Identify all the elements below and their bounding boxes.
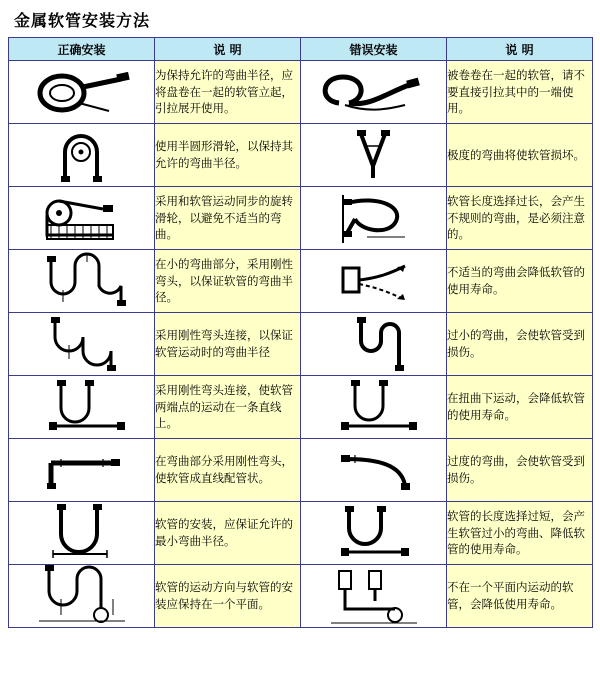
correct-figure-cell <box>9 439 155 502</box>
wrong-figure-cell <box>301 250 447 313</box>
correct-description: 采用刚性弯头连接，使软管两端点的运动在一条直线上。 <box>155 376 301 439</box>
correct-description: 使用半圆形滑轮，以保持其允许的弯曲半径。 <box>155 124 301 187</box>
wrong-description: 不适当的弯曲会降低软管的使用寿命。 <box>447 250 593 313</box>
correct-figure-cell <box>9 61 155 124</box>
straight-line-motion-correct-icon <box>17 378 147 436</box>
correct-description: 为保持允许的弯曲半径，应将盘卷在一起的软管立起，引拉展开使用。 <box>155 61 301 124</box>
wrong-figure-cell <box>301 313 447 376</box>
rigid-elbow-straight-piping-correct-icon <box>17 441 147 499</box>
table-row <box>9 439 593 502</box>
correct-figure-cell <box>9 250 155 313</box>
torsional-motion-wrong-icon <box>309 378 439 436</box>
table-row <box>9 250 593 313</box>
wrong-description: 在扭曲下运动，会降低软管的使用寿命。 <box>447 376 593 439</box>
wrong-figure-cell <box>301 376 447 439</box>
too-long-hose-wrong-icon <box>309 504 439 562</box>
page-title: 金属软管安装方法 <box>14 11 151 30</box>
wrong-figure-cell <box>301 439 447 502</box>
wrong-figure-cell <box>301 61 447 124</box>
too-small-bend-wrong-icon <box>309 315 439 373</box>
installation-methods-table <box>8 37 593 628</box>
correct-figure-cell <box>9 502 155 565</box>
table-row <box>9 124 593 187</box>
correct-figure-cell <box>9 124 155 187</box>
correct-description: 在小的弯曲部分，采用刚性弯头，以保证软管的弯曲半径。 <box>155 250 301 313</box>
wrong-figure-cell <box>301 502 447 565</box>
column-header-wrong: 错误安装 <box>301 38 447 61</box>
wrong-figure-cell <box>301 124 447 187</box>
wrong-figure-cell <box>301 187 447 250</box>
rigid-elbow-small-bend-correct-icon <box>17 252 147 310</box>
wrong-description: 极度的弯曲将使软管损坏。 <box>447 124 593 187</box>
table-body <box>9 61 593 628</box>
wrong-description: 不在一个平面内运动的软管，会降低使用寿命。 <box>447 565 593 628</box>
min-bend-radius-correct-icon <box>17 504 147 562</box>
correct-figure-cell <box>9 187 155 250</box>
long-hose-irregular-bend-wrong-icon <box>309 189 439 247</box>
column-header-wrong-desc: 说 明 <box>447 38 593 61</box>
semicircular-sheave-correct-icon <box>17 126 147 184</box>
correct-figure-cell <box>9 565 155 628</box>
wrong-figure-cell <box>301 565 447 628</box>
table-row <box>9 313 593 376</box>
correct-description: 软管的安装，应保证允许的最小弯曲半径。 <box>155 502 301 565</box>
table-header <box>9 38 593 61</box>
correct-figure-cell <box>9 376 155 439</box>
table-header-row <box>9 38 593 61</box>
wrong-description: 被卷卷在一起的软管，请不要直接引拉其中的一端使用。 <box>447 61 593 124</box>
table-row <box>9 61 593 124</box>
excessive-bend-wrong-icon <box>309 441 439 499</box>
rigid-elbow-connection-correct-icon <box>17 315 147 373</box>
correct-description: 在弯曲部分采用刚性弯头，使软管成直线配管状。 <box>155 439 301 502</box>
wrong-description: 软管长度选择过长，会产生不规则的弯曲，是必须注意的。 <box>447 187 593 250</box>
correct-figure-cell <box>9 313 155 376</box>
correct-description: 软管的运动方向与软管的安装应保持在一个平面。 <box>155 565 301 628</box>
table-row <box>9 376 593 439</box>
coiled-hose-correct-icon <box>17 63 147 121</box>
table-row <box>9 187 593 250</box>
column-header-correct-desc: 说 明 <box>155 38 301 61</box>
table-row <box>9 565 593 628</box>
improper-bend-wrong-icon <box>309 252 439 310</box>
sharp-bend-wrong-icon <box>309 126 439 184</box>
correct-description: 采用刚性弯头连接，以保证软管运动时的弯曲半径 <box>155 313 301 376</box>
different-plane-motion-wrong-icon <box>309 565 439 627</box>
column-header-correct: 正确安装 <box>9 38 155 61</box>
correct-description: 采用和软管运动同步的旋转滑轮，以避免不适当的弯曲。 <box>155 187 301 250</box>
wrong-description: 过度的弯曲，会使软管受到损伤。 <box>447 439 593 502</box>
rotating-sheave-correct-icon <box>17 189 147 247</box>
wrong-description: 软管的长度选择过短，会产生软管过小的弯曲、降低软管的使用寿命。 <box>447 502 593 565</box>
table-row <box>9 502 593 565</box>
same-plane-motion-correct-icon <box>17 565 147 627</box>
wrong-description: 过小的弯曲，会使软管受到损伤。 <box>447 313 593 376</box>
coiled-hose-wrong-icon <box>309 63 439 121</box>
